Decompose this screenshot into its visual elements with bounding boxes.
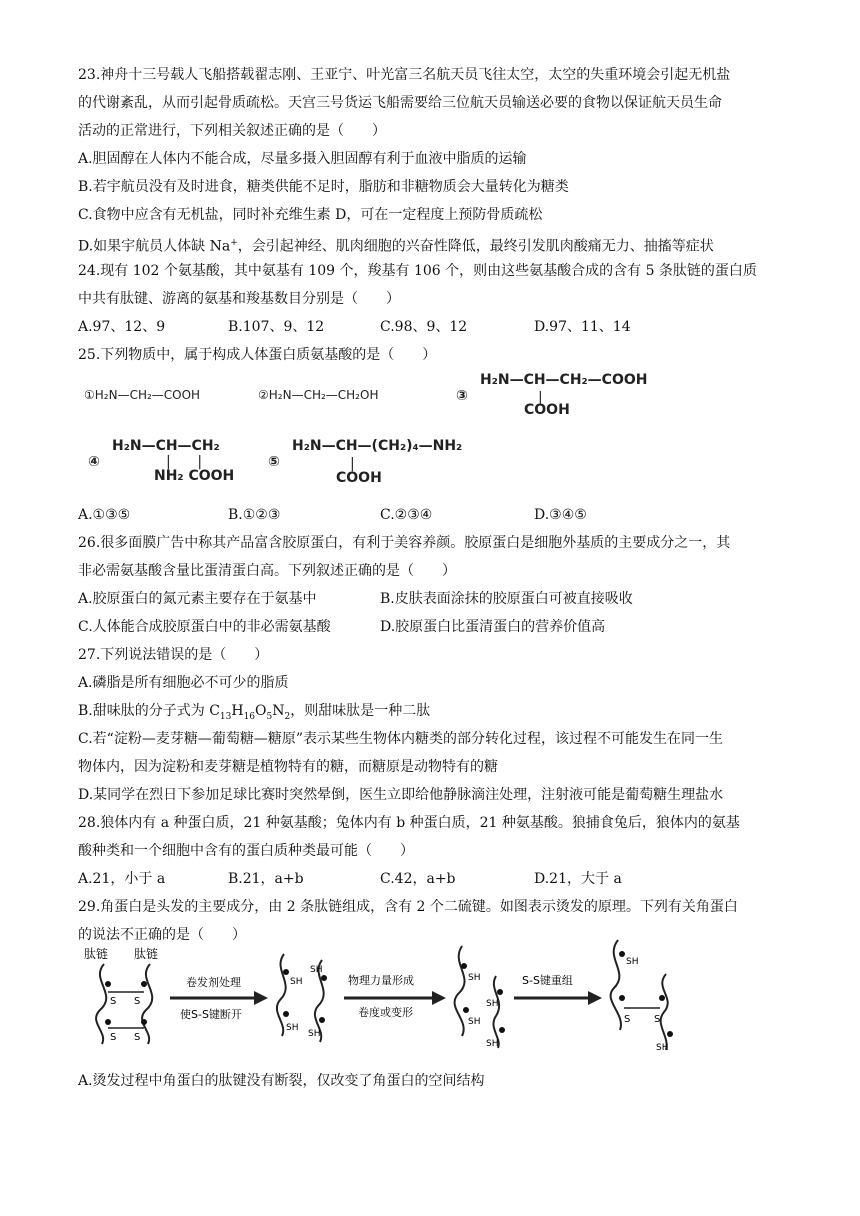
residue-dot: [141, 1019, 147, 1025]
q25-option-c: C.②③④: [380, 507, 433, 523]
q23-option-d-post: ，会引起神经、肌肉细胞的兴奋性降低，最终引发肌肉酸痛无力、抽搐等症状: [237, 238, 714, 255]
q26-stem-line-2: 非必需氨基酸含量比蛋清蛋白高。下列叙述正确的是（ ）: [78, 563, 456, 579]
separated-chain-left: [277, 954, 286, 1036]
q23-option-d-pre: D.如果宇航员人体缺 Na: [78, 238, 231, 255]
q26-option-b: B.皮肤表面涂抹的胶原蛋白可被直接吸收: [380, 591, 633, 607]
q25-structure-1: ①H₂N—CH₂—COOH: [84, 388, 201, 402]
residue-dot: [667, 1031, 673, 1037]
q26-option-a: A.胶原蛋白的氮元素主要存在于氨基中: [78, 591, 317, 607]
q27-option-b-pre: B.甜味肽的分子式为 C: [78, 703, 220, 719]
q25-structure-3-bond: |: [538, 390, 543, 406]
residue-dot: [619, 951, 625, 957]
q29-option-a: A.烫发过程中角蛋白的肽键没有断裂，仅改变了角蛋白的空间结构: [78, 1073, 485, 1089]
q28-option-c: C.42，a+b: [380, 871, 456, 887]
q28-stem-line-1: 28.狼体内有 a 种蛋白质，21 种氨基酸；兔体内有 b 种蛋白质，21 种氨基酸。狼捕食兔后，狼体内的氨基: [78, 815, 740, 831]
sh-label: SH: [486, 1039, 499, 1049]
residue-dot: [141, 981, 147, 987]
arrow2-label-1: 物理力量形成: [348, 974, 414, 987]
q25-structure-4-main: H₂N—CH—CH₂: [112, 438, 220, 454]
deformed-chain-left: [455, 946, 465, 1036]
s-label: S: [110, 1032, 117, 1043]
residue-dot: [283, 969, 289, 975]
s-label: S: [134, 996, 141, 1007]
arrow1-label-2: 使S-S键断开: [180, 1008, 242, 1021]
q24-option-c: C.98、9、12: [380, 319, 468, 335]
q25-option-d: D.③④⑤: [534, 507, 587, 523]
reformed-chain-right: [661, 974, 668, 1050]
q24-option-d: D.97、11、14: [534, 319, 631, 335]
q26-option-d: D.胶原蛋白比蛋清蛋白的营养价值高: [380, 619, 606, 635]
residue-dot: [497, 989, 503, 995]
residue-dot: [319, 1017, 325, 1023]
q25-structure-4-bond: | |: [166, 454, 203, 470]
q27-sub-13: 13: [219, 711, 232, 722]
q25-structure-4-sub: NH₂ COOH: [154, 468, 235, 484]
q24-option-a: A.97、12、9: [78, 319, 166, 335]
q27-sub-2: 2: [284, 711, 291, 722]
q27-option-b-post: ，则甜味肽是一种二肽: [290, 703, 431, 719]
q28-stem-line-2: 酸种类和一个细胞中含有的蛋白质种类最可能（ ）: [78, 843, 414, 859]
q27-option-a: A.磷脂是所有细胞必不可少的脂质: [78, 675, 289, 691]
q23-option-a: A.胆固醇在人体内不能合成，尽量多摄入胆固醇有利于血液中脂质的运输: [78, 151, 527, 167]
sh-label: SH: [310, 965, 323, 975]
q25-structure-5-bond: |: [350, 456, 355, 472]
sh-label: SH: [290, 977, 303, 987]
q25-structure-3-number: ③: [456, 388, 468, 404]
q23-stem-line-3: 活动的正常进行，下列相关叙述正确的是（ ）: [78, 123, 386, 139]
q25-option-a: A.①③⑤: [78, 507, 131, 523]
q27-h: H: [231, 703, 244, 719]
q27-option-b: [78, 702, 430, 726]
q27-stem: 27.下列说法错误的是（ ）: [78, 647, 269, 663]
q25-structure-5-sub: COOH: [336, 470, 382, 486]
s-label: S: [654, 1014, 661, 1025]
q27-option-c-line-2: 物体内，因为淀粉和麦芽糖是植物特有的糖，而糖原是动物特有的糖: [78, 759, 498, 775]
peptide-chain-left: [96, 964, 106, 1044]
sh-label: SH: [286, 1023, 299, 1033]
residue-dot: [619, 995, 625, 1001]
sh-label: SH: [486, 999, 499, 1009]
arrow3-label-1: S-S键重组: [522, 974, 573, 987]
q23-option-d-sup: +: [230, 238, 238, 248]
q28-option-b: B.21，a+b: [228, 871, 304, 887]
deformed-chain-right: [493, 976, 499, 1048]
q25-structure-5-main: H₂N—CH—(CH₂)₄—NH₂: [292, 438, 463, 454]
q25-stem: 25.下列物质中，属于构成人体蛋白质氨基酸的是（ ）: [78, 347, 437, 363]
q28-option-d: D.21，大于 a: [534, 871, 622, 887]
q23-option-d: [78, 234, 714, 256]
q25-structure-2: ②H₂N—CH₂—CH₂OH: [258, 388, 379, 402]
q23-stem-line-1: 23.神舟十三号载人飞船搭载翟志刚、王亚宁、叶光富三名航天员飞往太空，太空的失重环境会引起无机盐: [78, 67, 731, 83]
chain-label-1: 肽链: [84, 947, 109, 961]
q25-option-b: B.①②③: [228, 507, 281, 523]
q27-n: N: [272, 703, 285, 719]
q27-o: O: [255, 703, 267, 719]
sh-label: SH: [468, 1017, 481, 1027]
residue-dot: [463, 1007, 469, 1013]
peptide-chain-right: [142, 964, 152, 1044]
q25-structure-5-number: ⑤: [268, 454, 280, 470]
q25-structure-3-main: H₂N—CH—CH₂—COOH: [480, 372, 648, 388]
arrow1-label-1: 卷发剂处理: [186, 976, 241, 989]
q29-stem-line-2: 的说法不正确的是（ ）: [78, 927, 246, 943]
q26-stem-line-1: 26.很多面膜广告中称其产品富含胶原蛋白，有利于美容养颜。胶原蛋白是细胞外基质的主要成分之一，其: [78, 535, 731, 551]
q23-stem-line-2: 的代谢紊乱，从而引起骨质疏松。天宫三号货运飞船需要给三位航天员输送必要的食物以保证航天员生命: [78, 95, 722, 111]
arrow-head-3: [588, 991, 602, 1005]
s-label: S: [624, 1014, 631, 1025]
perm-diagram: [78, 936, 678, 1056]
q27-option-c-line-1: C.若“淀粉—麦芽糖—葡萄糖—糖原”表示某些生物体内糖类的部分转化过程，该过程不可能发生在同一生: [78, 731, 723, 747]
residue-dot: [659, 995, 665, 1001]
residue-dot: [105, 1019, 111, 1025]
q25-structure-4-number: ④: [88, 454, 100, 470]
arrow2-label-2: 卷度或变形: [358, 1006, 413, 1019]
q24-option-b: B.107、9、12: [228, 319, 325, 335]
residue-dot: [283, 1011, 289, 1017]
sh-label: SH: [308, 1029, 321, 1039]
arrow-head-2: [432, 991, 446, 1005]
q28-option-a: A.21，小于 a: [78, 871, 166, 887]
q23-option-c: C.食物中应含有无机盐，同时补充维生素 D，可在一定程度上预防骨质疏松: [78, 207, 543, 223]
sh-label: SH: [656, 1043, 669, 1053]
chain-label-2: 肽链: [134, 947, 159, 961]
q27-sub-5: 5: [266, 711, 273, 722]
residue-dot: [105, 981, 111, 987]
sh-label: SH: [626, 957, 639, 967]
s-label: S: [134, 1032, 141, 1043]
q27-sub-16: 16: [243, 711, 256, 722]
residue-dot: [321, 975, 327, 981]
q23-option-b: B.若宇航员没有及时进食，糖类供能不足时，脂肪和非糖物质会大量转化为糖类: [78, 179, 569, 195]
residue-dot: [461, 963, 467, 969]
sh-label: SH: [468, 973, 481, 983]
q25-structure-3-sub: COOH: [524, 402, 570, 418]
q27-option-d: D.某同学在烈日下参加足球比赛时突然晕倒，医生立即给他静脉滴注处理，注射液可能是葡萄糖生理盐水: [78, 787, 724, 803]
q29-stem-line-1: 29.角蛋白是头发的主要成分，由 2 条肽链组成，含有 2 个二硫键。如图表示烫发的原理。下列有关角蛋白: [78, 899, 738, 915]
s-label: S: [110, 996, 117, 1007]
residue-dot: [499, 1027, 505, 1033]
q26-option-c: C.人体能合成胶原蛋白中的非必需氨基酸: [78, 619, 331, 635]
q24-stem-line-1: 24.现有 102 个氨基酸，其中氨基有 109 个，羧基有 106 个，则由这些氨基酸合成的含有 5 条肽链的蛋白质: [78, 263, 757, 279]
q24-stem-line-2: 中共有肽键、游离的氨基和羧基数目分别是（ ）: [78, 291, 400, 307]
arrow-head-1: [254, 991, 268, 1005]
